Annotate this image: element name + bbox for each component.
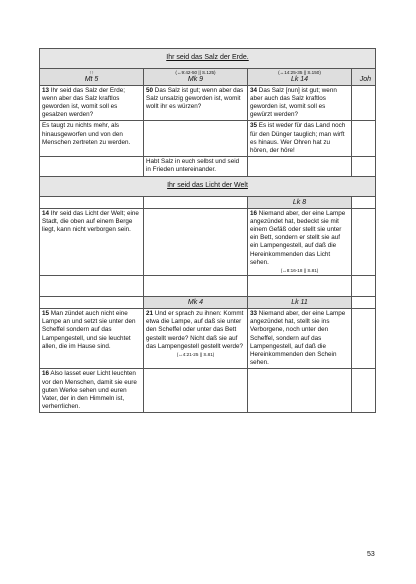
verse-text: Das Salz [nun] ist gut; wenn aber auch das Salz kraftlos geworden ist, womit soll es gewürzt werden? bbox=[250, 86, 337, 119]
empty-cell bbox=[248, 157, 352, 176]
verse-mt-5-16 bbox=[40, 369, 144, 413]
verse-text: Ihr seid das Licht der Welt; eine Stadt, die oben auf einem Berge liegt, kann nicht verborgen sein. bbox=[42, 209, 139, 233]
ref-lk: (↔14:25-35 || S.150) bbox=[248, 69, 352, 76]
verse-number: 14 bbox=[42, 209, 50, 217]
empty-cell bbox=[40, 296, 144, 308]
section-title-salz-text: Ihr seid das Salz der Erde. bbox=[166, 54, 249, 62]
gospel-joh-header: Joh bbox=[352, 76, 376, 86]
empty-cell bbox=[144, 275, 248, 296]
empty-cell bbox=[352, 296, 376, 308]
verse-mt-5-13-cont: Es taugt zu nichts mehr, als hinausgeworfen und von den Menschen zertreten zu werden. bbox=[40, 121, 144, 157]
empty-cell bbox=[248, 369, 352, 413]
verse-lk-8-16 bbox=[248, 208, 352, 275]
verse-text: Niemand aber, der eine Lampe angezündet hat, bedeckt sie mit einem Gefäß oder stellt sie unter ein Bett, sondern er stellt sie auf ein Lampengestell, auf daß die Hereinkommenden das Licht sehen. bbox=[250, 209, 346, 266]
verse-number: 21 bbox=[146, 309, 154, 317]
empty-cell bbox=[40, 157, 144, 176]
verse-number: 34 bbox=[250, 86, 258, 94]
ref-joh bbox=[352, 69, 376, 76]
verse-lk-11-33 bbox=[248, 308, 352, 368]
verse-mk-4-21 bbox=[144, 308, 248, 368]
empty-cell bbox=[352, 308, 376, 368]
verse-mt-5-15 bbox=[40, 308, 144, 368]
page-number: 53 bbox=[367, 551, 375, 558]
empty-cell bbox=[352, 208, 376, 275]
section-title-salz bbox=[40, 49, 376, 69]
verse-mt-5-14 bbox=[40, 208, 144, 275]
gospel-lk8-header: Lk 8 bbox=[248, 196, 352, 208]
synopsis-table bbox=[39, 48, 376, 413]
section-title-licht-text: Ihr seid das Licht der Welt bbox=[167, 181, 248, 189]
verse-number: 15 bbox=[42, 309, 50, 317]
gospel-mk-header: Mk 9 bbox=[144, 76, 248, 86]
verse-lk-14-35 bbox=[248, 121, 352, 157]
gospel-lk-header: Lk 14 bbox=[248, 76, 352, 86]
gospel-mt-header: Mt 5 bbox=[40, 76, 144, 86]
verse-number: 33 bbox=[250, 309, 258, 317]
empty-cell bbox=[40, 275, 144, 296]
cross-reference: (↔4:21-25 || S.81) bbox=[176, 351, 215, 357]
verse-number: 16 bbox=[42, 370, 50, 378]
verse-number: 16 bbox=[250, 209, 258, 217]
verse-lk-14-34 bbox=[248, 85, 352, 121]
empty-cell bbox=[352, 85, 376, 121]
verse-number: 35 bbox=[250, 122, 258, 130]
empty-cell bbox=[352, 275, 376, 296]
verse-text: Niemand aber, der eine Lampe angezündet hat, stellt sie ins Verborgene, noch unter den Scheffel, sondern auf das Lampengestell, auf daß die Hereinkommenden den Schein sehen. bbox=[250, 309, 346, 367]
verse-mk-9-50-cont: Habt Salz in euch selbst und seid in Frieden untereinander. bbox=[144, 157, 248, 176]
empty-cell bbox=[352, 369, 376, 413]
gospel-lk11-header: Lk 11 bbox=[248, 296, 352, 308]
ref-mt: ↑↑ bbox=[40, 69, 144, 76]
verse-mt-5-13 bbox=[40, 85, 144, 121]
empty-cell bbox=[144, 208, 248, 275]
empty-cell bbox=[352, 121, 376, 157]
empty-cell bbox=[144, 196, 248, 208]
empty-cell bbox=[40, 196, 144, 208]
empty-cell bbox=[248, 275, 352, 296]
verse-text: Und er sprach zu ihnen: Kommt etwa die Lampe, auf daß sie unter den Scheffel oder unter das Bett gestellt werde? Nicht daß sie auf das Lampengestell gestellt werde? bbox=[146, 309, 244, 350]
empty-cell bbox=[144, 121, 248, 157]
verse-text: Es ist weder für das Land noch für den Dünger tauglich; man wirft es hinaus. Wer Ohren hat zu hören, der höre! bbox=[250, 122, 346, 154]
verse-text: Ihr seid das Salz der Erde; wenn aber das Salz kraftlos geworden ist, womit soll es gesalzen werden? bbox=[42, 86, 125, 119]
ref-mk: (↔9:42-50 || S.125) bbox=[144, 69, 248, 76]
verse-text: Also lasset euer Licht leuchten vor den Menschen, damit sie eure guten Werke sehen und euren Vater, der in den Himmeln ist, verherrlichen. bbox=[42, 370, 137, 411]
section-title-licht bbox=[40, 176, 376, 196]
empty-cell bbox=[144, 369, 248, 413]
verse-text: Das Salz ist gut; wenn aber das Salz unsalzig geworden ist, womit wollt ihr es würzen? bbox=[146, 86, 244, 110]
gospel-mk4-header: Mk 4 bbox=[144, 296, 248, 308]
empty-cell bbox=[352, 196, 376, 208]
verse-number: 13 bbox=[42, 86, 50, 94]
cross-reference: (↔8:16-18 || S.81) bbox=[280, 267, 319, 273]
verse-mk-9-50 bbox=[144, 85, 248, 121]
empty-cell bbox=[352, 157, 376, 176]
verse-text: Man zündet auch nicht eine Lampe an und setzt sie unter den Scheffel sondern auf das Lampengestell, und sie leuchtet allen, die im Hause sind. bbox=[42, 309, 136, 350]
verse-number: 50 bbox=[146, 86, 154, 94]
